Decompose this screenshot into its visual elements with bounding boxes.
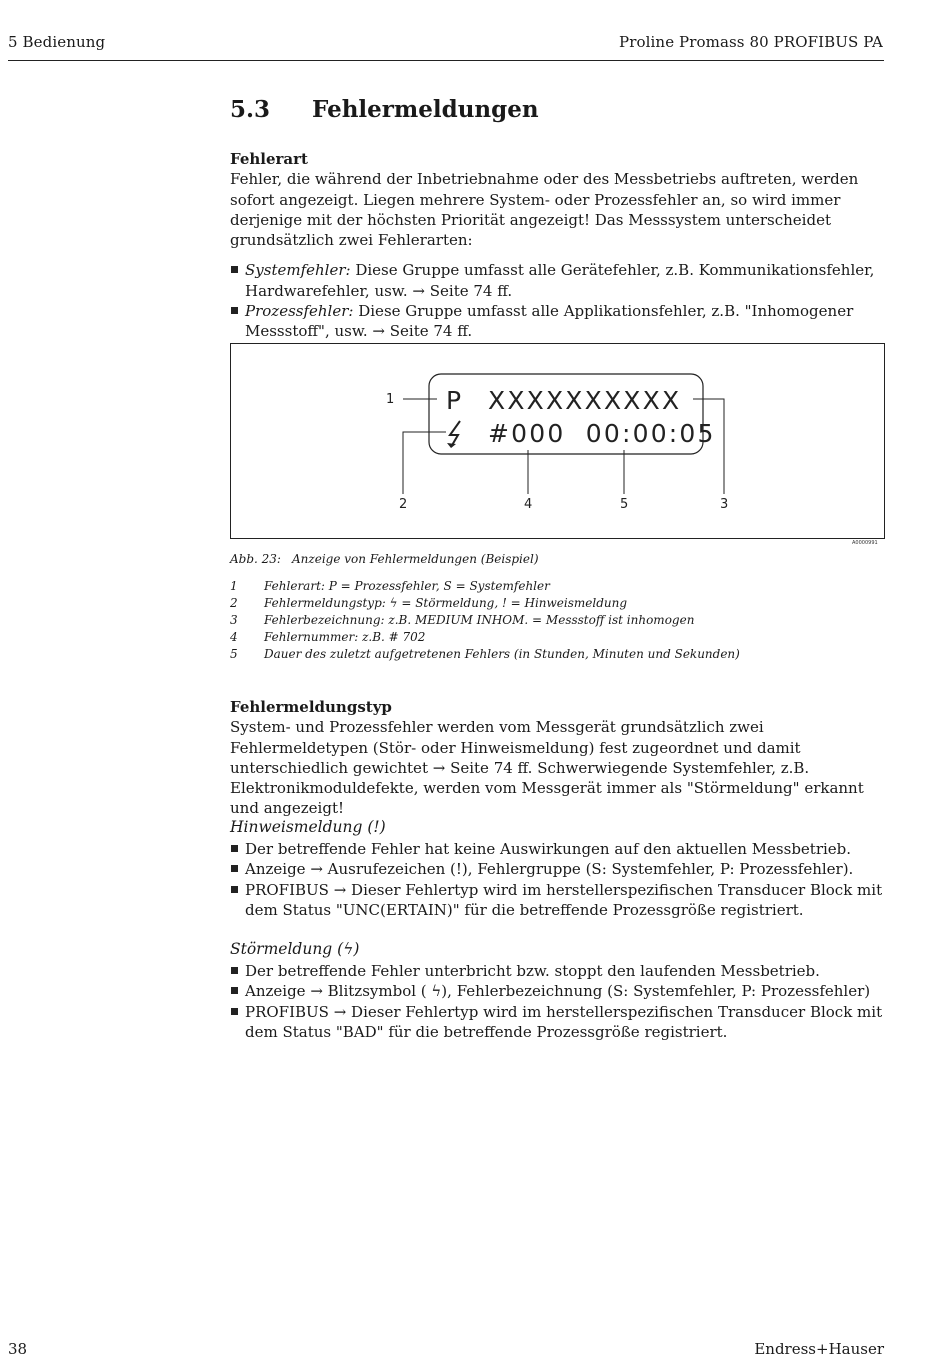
fehlerart-paragraph: Fehler, die während der Inbetriebnahme oder des Messbetriebs auftreten, werden sofort angezeigt. Liegen mehrere System- oder Prozessfehler an, so wird immer derjenige mit der höchsten Priorität angezeigt! Das Messsystem unterscheidet grundsätzlich zwei Fehlerarten: xyxy=(230,170,859,250)
list-item: Anzeige → Blitzsymbol ( ϟ), Fehlerbezeichnung (S: Systemfehler, P: Prozessfehler) xyxy=(230,981,885,1001)
figure-caption xyxy=(230,552,539,566)
list-item-prozessfehler xyxy=(230,301,885,342)
legend-item xyxy=(230,613,694,627)
legend-number: 5 xyxy=(230,647,238,661)
hinweismeldung-heading: Hinweismeldung (!) xyxy=(230,818,386,836)
running-header-chapter: 5 Bedienung xyxy=(8,33,106,51)
callout-label-3: 3 xyxy=(720,497,729,512)
hinweismeldung-list xyxy=(230,839,885,920)
lightning-icon xyxy=(447,421,460,448)
bullet-text: Diese Gruppe umfasst alle Gerätefehler, z.B. Kommunikationsfehler, Hardwarefehler, usw. → Seite 74 ff. xyxy=(245,261,875,300)
legend-item xyxy=(230,596,627,610)
stoermeldung-list xyxy=(230,961,885,1042)
caption-label: Abb. 23: xyxy=(230,552,281,566)
fehlermeldungstyp-paragraph: System- und Prozessfehler werden vom Messgerät grundsätzlich zwei Fehlermeldetypen (Stör- oder Hinweismeldung) fest zugeordnet und damit unterschiedlich gewichtet → Seite 74 ff. Schwerwiegende Systemfehler, z.B. Elektronikmoduldefekte, werden vom Messgerät immer als "Störmeldung" erkannt und angezeigt! xyxy=(230,718,864,818)
lcd-fehlerbezeichnung: XXXXXXXXXX xyxy=(488,386,682,415)
display-diagram xyxy=(231,344,884,538)
list-item: PROFIBUS → Dieser Fehlertyp wird im herstellerspezifischen Transducer Block mit dem Status "UNC(ERTAIN)" für die betreffende Prozessgröße registriert. xyxy=(230,880,885,921)
legend-number: 2 xyxy=(230,596,238,610)
fehlermeldungstyp-heading: Fehlermeldungstyp xyxy=(230,698,392,716)
list-item-systemfehler xyxy=(230,260,885,301)
section-number: 5.3 xyxy=(230,96,271,123)
list-item: PROFIBUS → Dieser Fehlertyp wird im herstellerspezifischen Transducer Block mit dem Status "BAD" für die betreffende Prozessgröße registriert. xyxy=(230,1002,885,1043)
list-item: Anzeige → Ausrufezeichen (!), Fehlergruppe (S: Systemfehler, P: Prozessfehler). xyxy=(230,859,885,879)
lcd-fehlernummer-dauer: #000 00:00:05 xyxy=(488,419,716,448)
running-header-product: Proline Promass 80 PROFIBUS PA xyxy=(619,33,883,51)
callout-label-2: 2 xyxy=(399,497,408,512)
fehlerart-heading: Fehlerart xyxy=(230,150,308,168)
legend-text: Fehlerbezeichnung: z.B. MEDIUM INHOM. = Messstoff ist inhomogen xyxy=(264,613,695,627)
section-title xyxy=(230,96,539,123)
legend-text: Dauer des zuletzt aufgetretenen Fehlers (in Stunden, Minuten und Sekunden) xyxy=(264,647,740,661)
legend-item xyxy=(230,647,740,661)
bullet-term: Systemfehler: xyxy=(245,261,351,280)
legend-item xyxy=(230,579,550,593)
list-item: Der betreffende Fehler unterbricht bzw. stoppt den laufenden Messbetrieb. xyxy=(230,961,885,981)
legend-number: 1 xyxy=(230,579,238,593)
figure-id: A0000991 xyxy=(852,540,878,546)
legend-text: Fehlermeldungstyp: ϟ = Störmeldung, ! = Hinweismeldung xyxy=(264,596,628,610)
header-rule xyxy=(8,60,884,61)
fehlermeldungstyp-block xyxy=(230,697,885,819)
display-figure xyxy=(230,343,885,539)
lcd-fehlerart-char: P xyxy=(446,386,464,415)
legend-number: 3 xyxy=(230,613,238,627)
legend-item xyxy=(230,630,425,644)
callout-label-4: 4 xyxy=(524,497,533,512)
callout-line-2 xyxy=(403,432,446,494)
section-title-text: Fehlermeldungen xyxy=(312,96,539,123)
brand-footer: Endress+Hauser xyxy=(754,1340,884,1358)
bullet-text: Diese Gruppe umfasst alle Applikationsfehler, z.B. "Inhomogener Messstoff", usw. → Seite 74 ff. xyxy=(245,302,854,341)
legend-number: 4 xyxy=(230,630,238,644)
callout-label-1: 1 xyxy=(386,392,395,407)
bullet-term: Prozessfehler: xyxy=(245,302,354,321)
legend-text: Fehlernummer: z.B. # 702 xyxy=(264,630,426,644)
list-item: Der betreffende Fehler hat keine Auswirkungen auf den aktuellen Messbetrieb. xyxy=(230,839,885,859)
caption-text: Anzeige von Fehlermeldungen (Beispiel) xyxy=(292,552,539,566)
callout-label-5: 5 xyxy=(620,497,629,512)
legend-text: Fehlerart: P = Prozessfehler, S = Systemfehler xyxy=(264,579,550,593)
stoermeldung-heading: Störmeldung (ϟ) xyxy=(230,940,360,958)
fehlerart-block xyxy=(230,149,885,342)
page-number: 38 xyxy=(8,1340,28,1358)
